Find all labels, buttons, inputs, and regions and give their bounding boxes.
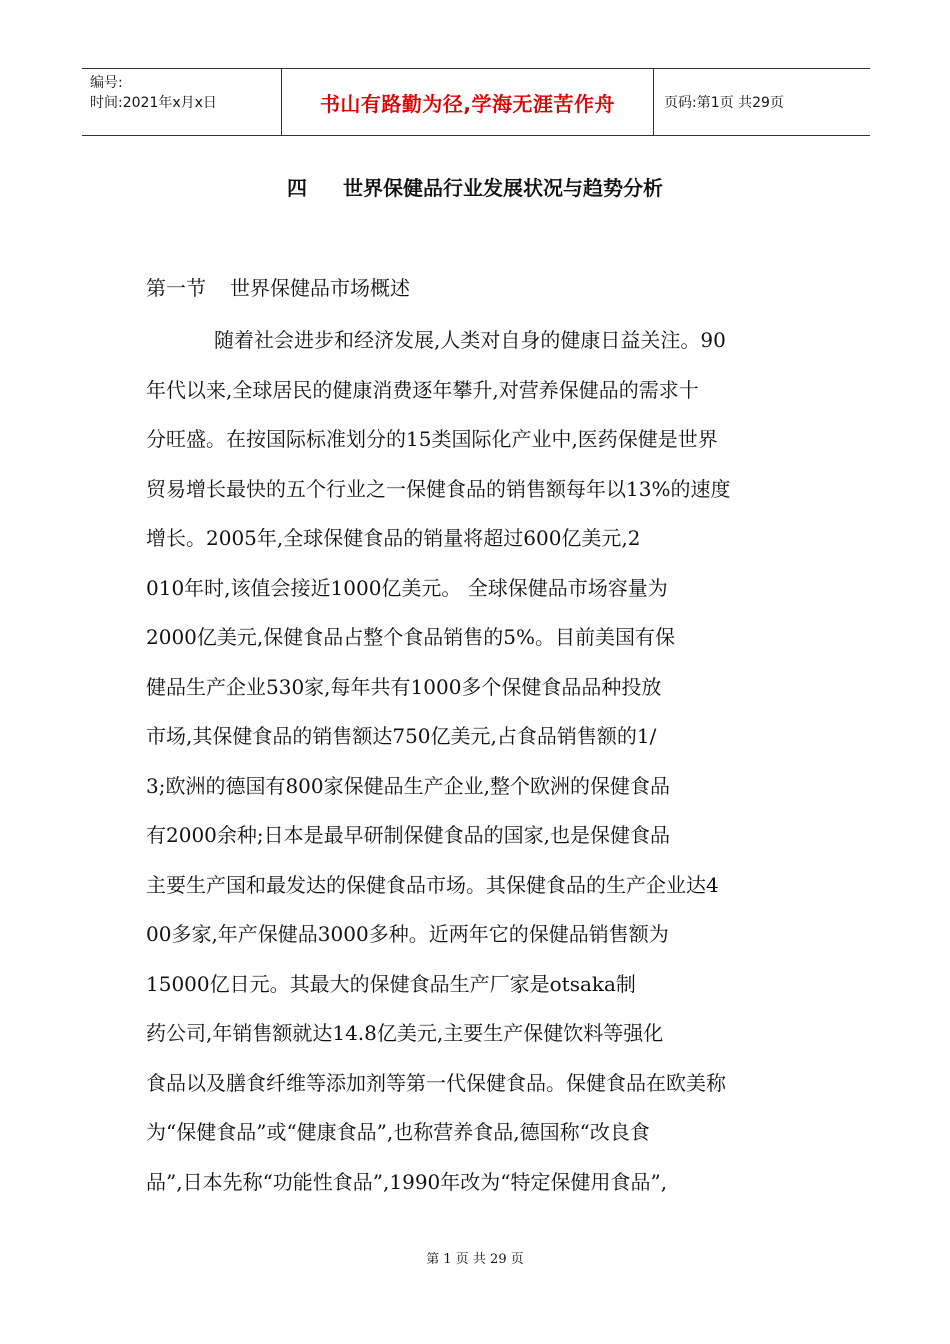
body-line: 品”,日本先称“功能性食品”,1990年改为“特定保健用食品”, (146, 1169, 668, 1194)
body-line: 00多家,年产保健品3000多种。近两年它的保健品销售额为 (146, 922, 669, 946)
body-line: 有2000余种;日本是最早研制保健食品的国家,也是保健食品 (146, 823, 670, 847)
header-table (82, 68, 870, 136)
body-line: 食品以及膳食纤维等添加剂等第一代保健食品。保健食品在欧美称 (146, 1070, 726, 1095)
section-heading (146, 272, 410, 301)
document-time-label: 时间:2021年x月x日 (90, 95, 217, 111)
body-line: 增长。2005年,全球保健食品的销量将超过600亿美元,2 (146, 526, 641, 550)
body-line: 市场,其保健食品的销售额达750亿美元,占食品销售额的1/ (146, 724, 657, 748)
title-text: 世界保健品行业发展状况与趋势分析 (343, 176, 663, 200)
body-line: 2000亿美元,保健食品占整个食品销售的5%。目前美国有保 (146, 625, 675, 649)
section-title: 世界保健品市场概述 (230, 276, 410, 300)
body-paragraph (146, 316, 818, 1207)
title-number: 四 (287, 176, 307, 200)
body-line: 随着社会进步和经济发展,人类对自身的健康日益关注。90 (214, 328, 726, 352)
body-line: 年代以来,全球居民的健康消费逐年攀升,对营养保健品的需求十 (146, 377, 699, 402)
header-page-info: 页码:第1页 共29页 (664, 95, 784, 111)
header-meta (82, 69, 282, 135)
body-line: 为“保健食品”或“健康食品”,也称营养食品,德国称“改良食 (146, 1120, 650, 1144)
document-number-label: 编号: (90, 75, 123, 91)
body-line: 15000亿日元。其最大的保健食品生产厂家是otsaka制 (146, 971, 636, 996)
header-slogan: 书山有路勤为径,学海无涯苦作舟 (282, 69, 654, 135)
body-line: 分旺盛。在按国际标准划分的15类国际化产业中,医药保健是世界 (146, 427, 718, 451)
body-line: 010年时,该值会接近1000亿美元。 全球保健品市场容量为 (146, 575, 668, 600)
body-line: 3;欧洲的德国有800家保健品生产企业,整个欧洲的保健食品 (146, 773, 670, 798)
body-line: 健品生产企业530家,每年共有1000多个保健食品品种投放 (146, 674, 662, 699)
body-line: 药公司,年销售额就达14.8亿美元,主要生产保健饮料等强化 (146, 1021, 664, 1045)
body-line: 主要生产国和最发达的保健食品市场。其保健食品的生产企业达4 (146, 872, 719, 897)
document-title (0, 172, 950, 201)
page-footer: 第 1 页 共 29 页 (426, 1252, 524, 1267)
body-line: 贸易增长最快的五个行业之一保健食品的销售额每年以13%的速度 (146, 476, 731, 501)
section-number: 第一节 (146, 276, 206, 300)
